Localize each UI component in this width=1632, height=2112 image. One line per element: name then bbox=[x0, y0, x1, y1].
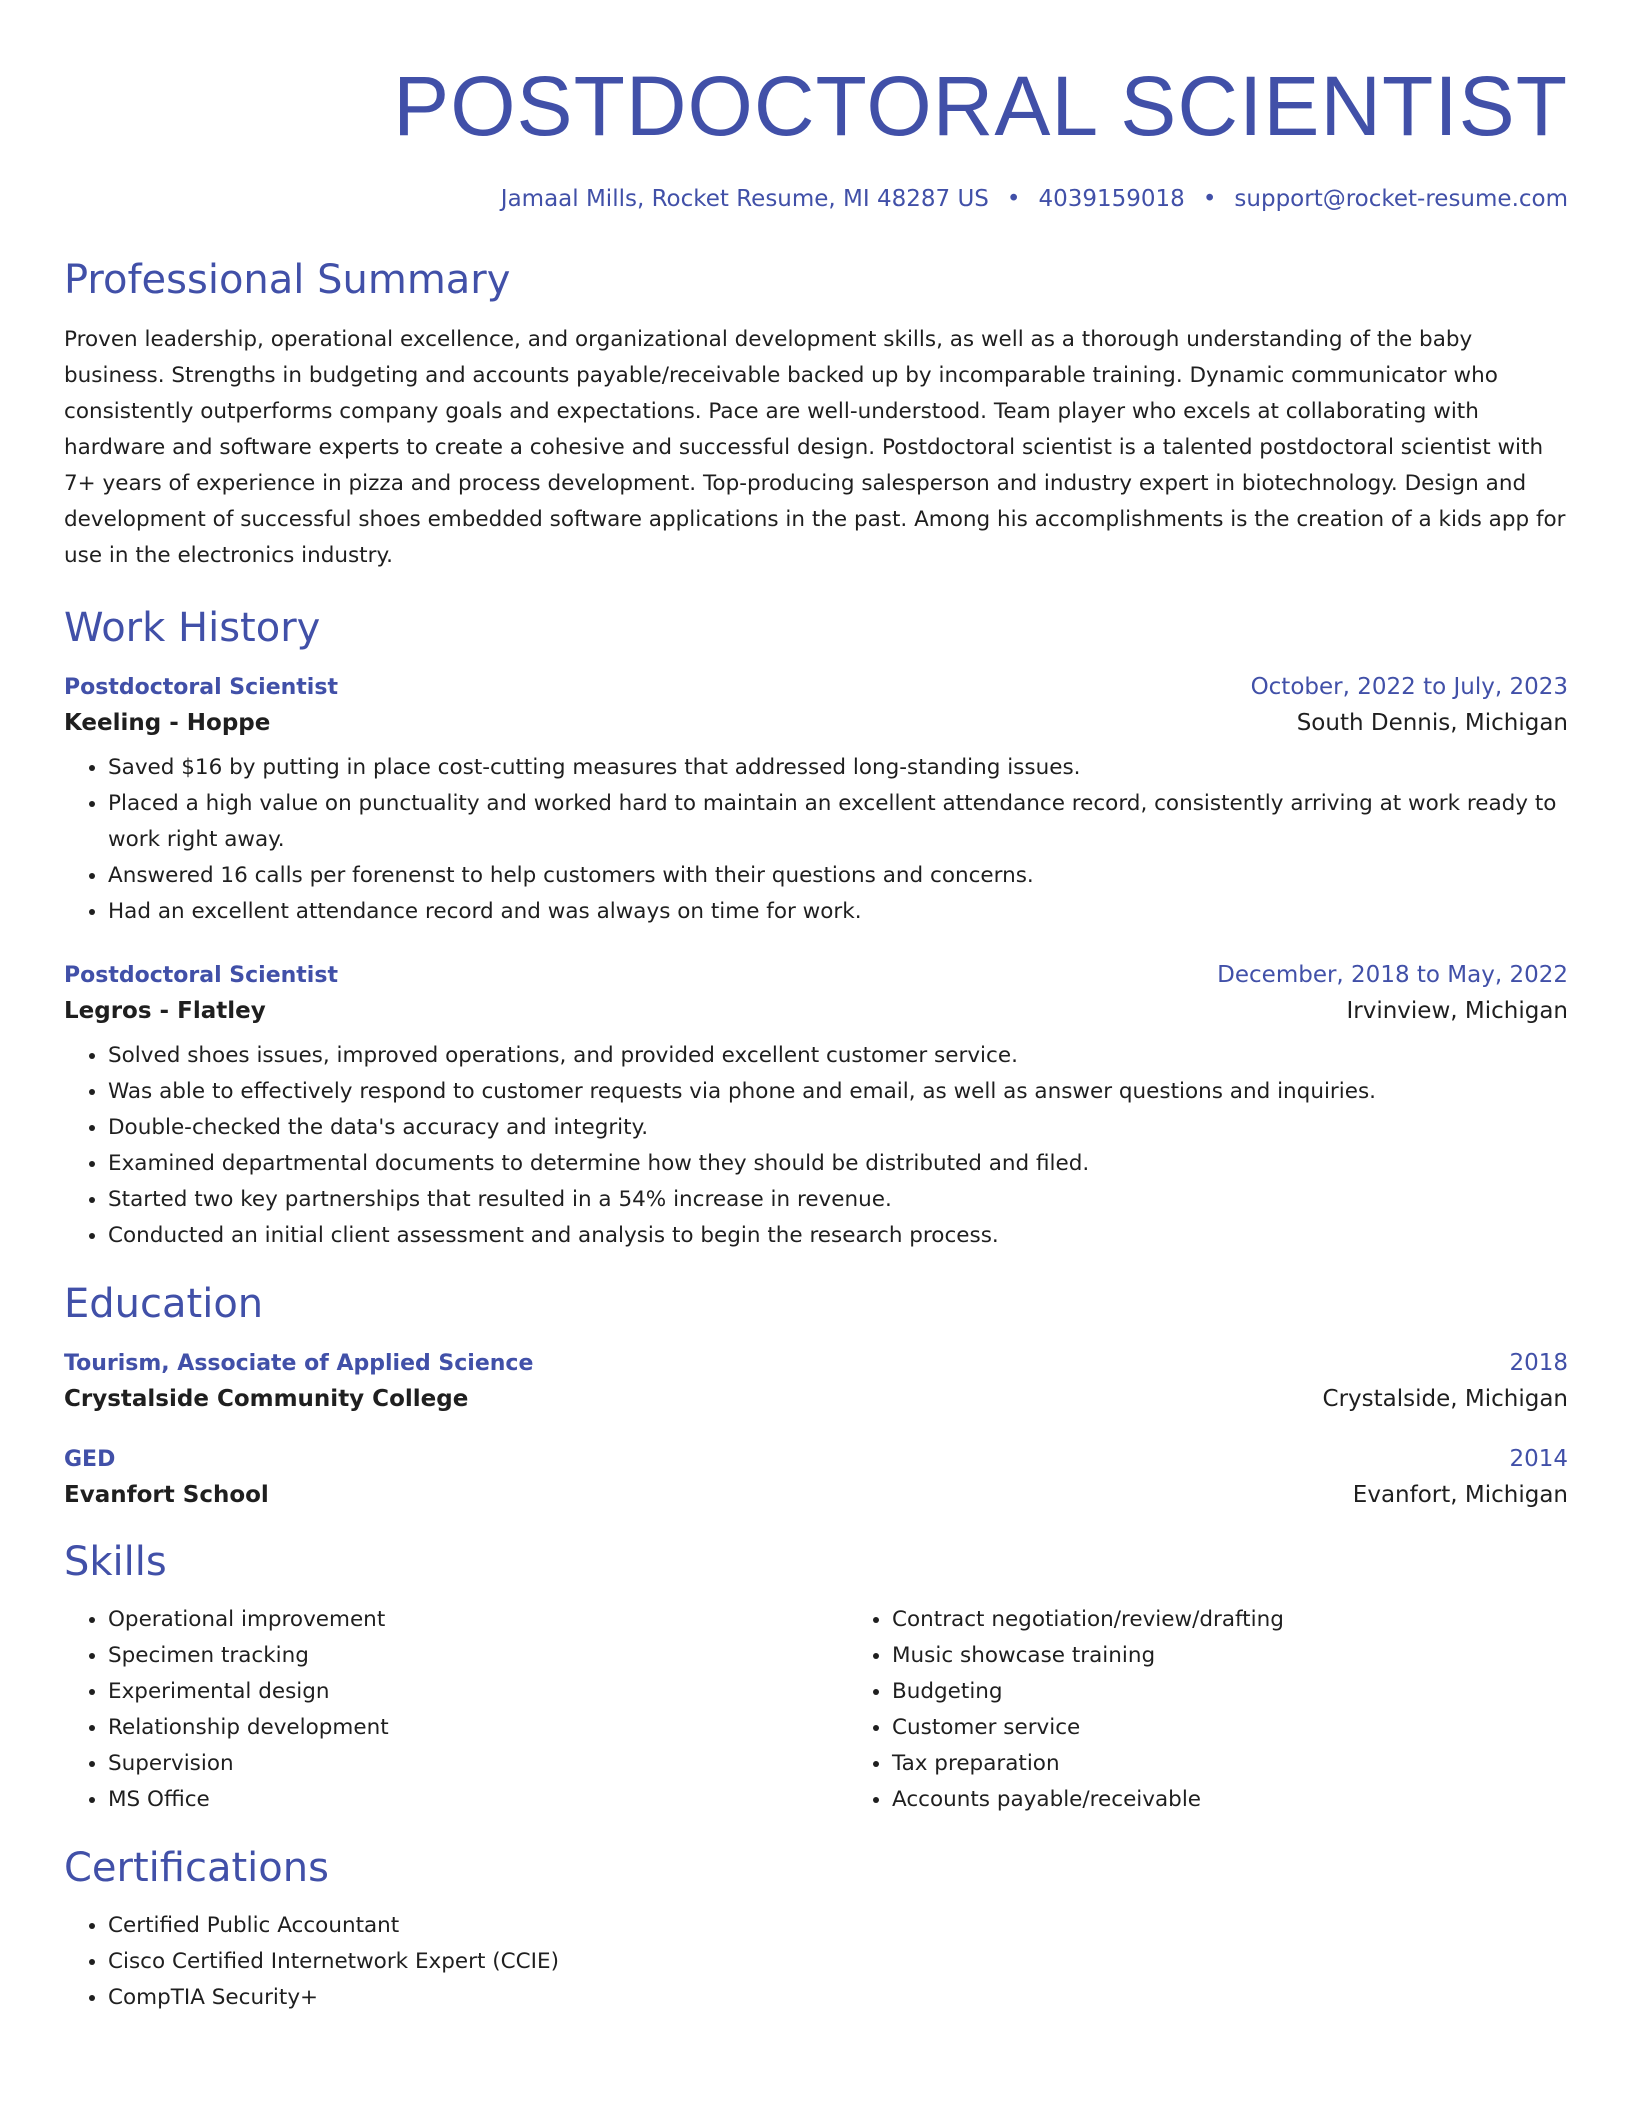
education-degree-row bbox=[64, 1350, 1568, 1376]
contact-phone: 4039159018 bbox=[1038, 186, 1185, 212]
education-school-row bbox=[64, 1482, 1568, 1508]
education-degree: Tourism, Associate of Applied Science bbox=[64, 1351, 534, 1376]
job-title-row bbox=[64, 674, 1568, 700]
contact-address: Jamaal Mills, Rocket Resume, MI 48287 US bbox=[500, 186, 989, 212]
list-item: • Supervision bbox=[108, 1746, 848, 1782]
list-item: • CompTIA Security+ bbox=[108, 1980, 1568, 2016]
job-bullets bbox=[64, 1038, 1568, 1254]
list-item: • Operational improvement bbox=[108, 1602, 848, 1638]
list-item: • Music showcase training bbox=[892, 1638, 1632, 1674]
education-entry bbox=[64, 1446, 1568, 1508]
list-item: • Contract negotiation/review/drafting bbox=[892, 1602, 1632, 1638]
contact-email: support@rocket-resume.com bbox=[1234, 186, 1568, 212]
skills-section bbox=[64, 1538, 1568, 1818]
education-school-row bbox=[64, 1386, 1568, 1412]
list-item: • Was able to effectively respond to customer requests via phone and email, as well as answer questions and inquiries. bbox=[108, 1074, 1568, 1110]
job-company: Keeling - Hoppe bbox=[64, 710, 271, 736]
skills-columns bbox=[64, 1602, 1568, 1818]
list-item: • Tax preparation bbox=[892, 1746, 1632, 1782]
job-role: Postdoctoral Scientist bbox=[64, 963, 338, 988]
job-location: South Dennis, Michigan bbox=[1296, 710, 1568, 736]
list-item: • Experimental design bbox=[108, 1674, 848, 1710]
contact-separator: • bbox=[1202, 186, 1217, 212]
education-location: Crystalside, Michigan bbox=[1322, 1386, 1568, 1412]
section-heading-certifications: Certifications bbox=[64, 1845, 329, 1891]
job-role: Postdoctoral Scientist bbox=[64, 675, 338, 700]
job-title: POSTDOCTORAL SCIENTIST bbox=[393, 59, 1568, 153]
job-company-row bbox=[64, 998, 1568, 1024]
list-item: • Answered 16 calls per forenenst to help customers with their questions and concerns. bbox=[108, 858, 1568, 894]
certifications-list bbox=[64, 1908, 1568, 2016]
job-title-row bbox=[64, 962, 1568, 988]
contact-separator: • bbox=[1006, 186, 1021, 212]
job-company-row bbox=[64, 710, 1568, 736]
summary-text: Proven leadership, operational excellence, and organizational development skills, as well as a thorough understanding of the baby business. Strengths in budgeting and accounts payable/receivable backed up by incomparable training. Dynamic communicator who consistently outperforms company goals and expectations. Pace are well-understood. Team player who excels at collaborating with hardware and software experts to create a cohesive and successful design. Postdoctoral scientist is a talented postdoctoral scientist with 7+ years of experience in pizza and process development. Top-producing salesperson and industry expert in biotechnology. Design and development of successful shoes embedded software applications in the past. Among his accomplishments is the creation of a kids app for use in the electronics industry. bbox=[64, 327, 1566, 568]
list-item: • Saved $16 by putting in place cost-cutting measures that addressed long-standing issues. bbox=[108, 750, 1568, 786]
education-school: Crystalside Community College bbox=[64, 1386, 469, 1412]
education-section bbox=[64, 1280, 1568, 1508]
summary-section bbox=[64, 256, 1568, 574]
section-heading-work: Work History bbox=[64, 605, 321, 651]
list-item: • Started two key partnerships that resulted in a 54% increase in revenue. bbox=[108, 1182, 1568, 1218]
skills-list-right bbox=[848, 1602, 1632, 1818]
education-year: 2014 bbox=[1509, 1446, 1568, 1472]
education-entry bbox=[64, 1350, 1568, 1412]
education-degree: GED bbox=[64, 1447, 116, 1472]
section-heading-skills: Skills bbox=[64, 1539, 167, 1585]
list-item: • MS Office bbox=[108, 1782, 848, 1818]
job-entry bbox=[64, 962, 1568, 1254]
list-item: • Relationship development bbox=[108, 1710, 848, 1746]
education-location: Evanfort, Michigan bbox=[1352, 1482, 1568, 1508]
resume-header bbox=[64, 59, 1568, 212]
job-location: Irvinview, Michigan bbox=[1346, 998, 1568, 1024]
job-company: Legros - Flatley bbox=[64, 998, 266, 1024]
job-entry bbox=[64, 674, 1568, 930]
job-dates: October, 2022 to July, 2023 bbox=[1250, 674, 1568, 700]
job-dates: December, 2018 to May, 2022 bbox=[1217, 962, 1568, 988]
job-bullets bbox=[64, 750, 1568, 930]
education-school: Evanfort School bbox=[64, 1482, 269, 1508]
list-item: • Examined departmental documents to determine how they should be distributed and filed. bbox=[108, 1146, 1568, 1182]
list-item: • Conducted an initial client assessment and analysis to begin the research process. bbox=[108, 1218, 1568, 1254]
list-item: • Specimen tracking bbox=[108, 1638, 848, 1674]
skills-list-left bbox=[64, 1602, 848, 1818]
list-item: • Placed a high value on punctuality and worked hard to maintain an excellent attendance record, consistently arriving at work ready to work right away. bbox=[108, 786, 1568, 858]
education-degree-row bbox=[64, 1446, 1568, 1472]
list-item: • Solved shoes issues, improved operations, and provided excellent customer service. bbox=[108, 1038, 1568, 1074]
certifications-section bbox=[64, 1844, 1568, 2016]
contact-line bbox=[64, 186, 1568, 212]
section-heading-summary: Professional Summary bbox=[64, 257, 511, 303]
list-item: • Double-checked the data's accuracy and integrity. bbox=[108, 1110, 1568, 1146]
list-item: • Accounts payable/receivable bbox=[892, 1782, 1632, 1818]
work-section bbox=[64, 604, 1568, 1254]
section-heading-education: Education bbox=[64, 1281, 264, 1327]
list-item: • Cisco Certified Internetwork Expert (CCIE) bbox=[108, 1944, 1568, 1980]
list-item: • Budgeting bbox=[892, 1674, 1632, 1710]
education-year: 2018 bbox=[1509, 1350, 1568, 1376]
list-item: • Had an excellent attendance record and was always on time for work. bbox=[108, 894, 1568, 930]
list-item: • Customer service bbox=[892, 1710, 1632, 1746]
list-item: • Certified Public Accountant bbox=[108, 1908, 1568, 1944]
